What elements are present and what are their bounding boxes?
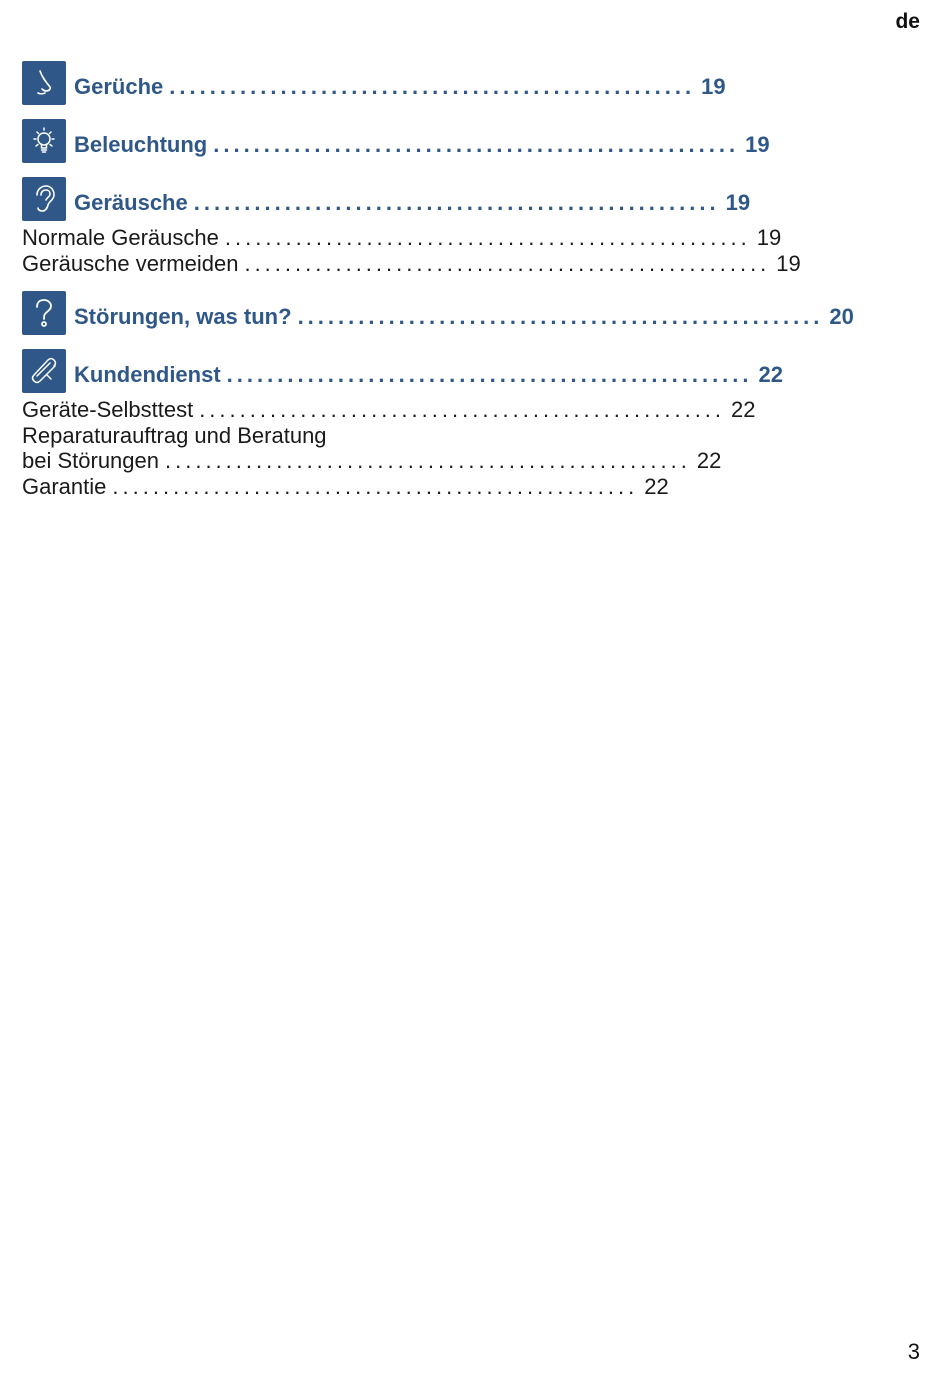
toc-entry-label: Normale Geräusche (22, 225, 219, 250)
dot-leader: .................................................... (213, 131, 740, 157)
toc-entry[interactable] (22, 251, 801, 277)
toc-page-number: 22 (644, 474, 669, 499)
dot-leader: .................................................... (244, 251, 771, 276)
toc-entry-label: Geräte-Selbsttest (22, 397, 194, 422)
nose-icon (22, 61, 66, 105)
toc-section-title: Gerüche (74, 73, 164, 99)
lightbulb-icon (22, 119, 66, 163)
phone-icon (22, 349, 66, 393)
toc-page-number: 22 (731, 397, 756, 422)
toc-section-geraeusche[interactable] (22, 176, 751, 221)
toc-section-title: Störungen, was tun? (74, 303, 292, 329)
toc-entry-label: Geräusche vermeiden (22, 251, 239, 276)
toc-page-number: 19 (745, 131, 770, 157)
toc-section-stoerungen[interactable] (22, 290, 854, 335)
question-mark-icon (22, 291, 66, 335)
dot-leader: .................................................... (193, 189, 720, 215)
dot-leader: .................................................... (165, 448, 691, 473)
toc-page-number: 19 (756, 225, 782, 250)
toc-entry-label: Garantie (22, 474, 107, 499)
toc-page-number: 20 (829, 303, 854, 329)
ear-icon (22, 177, 66, 221)
dot-leader: .................................................... (224, 225, 751, 250)
toc-section-title: Beleuchtung (74, 131, 208, 157)
dot-leader: .................................................... (199, 397, 726, 422)
toc-subentries (22, 397, 756, 500)
toc-page-number: 22 (758, 361, 783, 387)
toc-entry-label: bei Störungen (22, 448, 159, 473)
toc-section-gerueche[interactable] (22, 60, 726, 105)
language-tag: de (895, 10, 920, 33)
toc-entry[interactable] (22, 448, 722, 474)
table-of-contents (22, 60, 854, 513)
toc-page-number: 22 (696, 448, 722, 473)
toc-entry[interactable] (22, 397, 756, 423)
dot-leader: .................................................... (112, 474, 639, 499)
toc-page-number: 19 (776, 251, 801, 276)
toc-subentries (22, 225, 801, 277)
toc-page-number: 19 (701, 73, 726, 99)
page-number: 3 (907, 1339, 920, 1364)
dot-leader: .................................................... (169, 73, 696, 99)
toc-section-title: Kundendienst (74, 361, 221, 387)
toc-entry[interactable] (22, 225, 782, 251)
toc-entry[interactable] (22, 474, 669, 500)
toc-entry-label-line1[interactable]: Reparaturauftrag und Beratung (22, 423, 327, 448)
toc-section-kundendienst[interactable] (22, 348, 783, 393)
toc-page-number: 19 (725, 189, 751, 215)
dot-leader: .................................................... (226, 361, 753, 387)
toc-section-title: Geräusche (74, 189, 188, 215)
toc-section-beleuchtung[interactable] (22, 118, 770, 163)
dot-leader: .................................................... (297, 303, 824, 329)
